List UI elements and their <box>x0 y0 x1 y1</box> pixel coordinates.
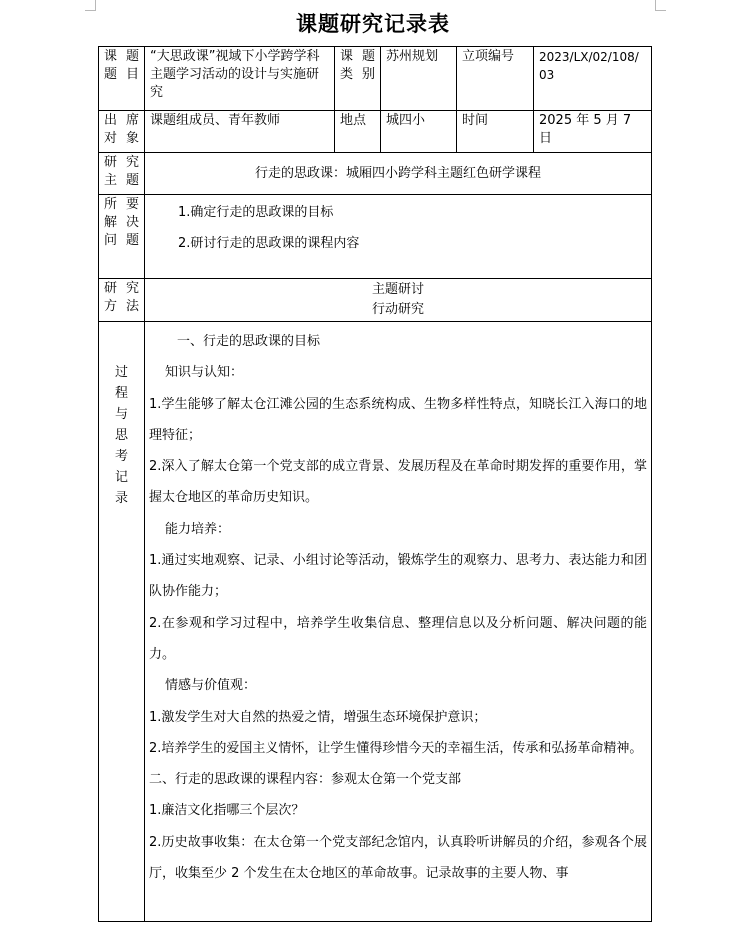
topic-label: 课题题目 <box>99 47 145 111</box>
process-label-char: 过 <box>114 365 128 380</box>
process-line: 2.培养学生的爱国主义情怀，让学生懂得珍惜今天的幸福生活，传承和弘扬革命精神。 <box>149 740 643 756</box>
problem-item: 2.研讨行走的思政课的课程内容 <box>178 236 360 251</box>
record-table <box>98 46 652 922</box>
method-item: 主题研讨 <box>371 282 424 297</box>
topic-value[interactable]: “大思政课”视域下小学跨学科主题学习活动的设计与实施研究 <box>145 47 335 111</box>
process-line: 2.深入了解太仓第一个党支部的成立背景、发展历程及在革命时期发挥的重要作用，掌握太仓地区的革命历史知识。 <box>149 459 647 506</box>
process-label <box>99 322 145 922</box>
process-line: 1.激发学生对大自然的热爱之情，增强生态环境保护意识； <box>149 709 487 725</box>
problem-item: 1.确定行走的思政课的目标 <box>178 205 334 220</box>
process-line: 二、行走的思政课的课程内容：参观太仓第一个党支部 <box>149 772 462 788</box>
row-methods <box>99 279 652 322</box>
process-line: 1.学生能够了解太仓江滩公园的生态系统构成、生物多样性特点，知晓长江入海口的地理特征； <box>149 396 647 443</box>
process-label-char: 与 <box>114 407 128 422</box>
location-value[interactable]: 城四小 <box>381 111 457 153</box>
process-line: 2.历史故事收集：在太仓第一个党支部纪念馆内，认真聆听讲解员的介绍，参观各个展厅，收集至少 2 个发生在太仓地区的革命故事。记录故事的主要人物、事 <box>149 834 647 882</box>
row-topic <box>99 47 652 111</box>
attendance-value[interactable]: 课题组成员、青年教师 <box>145 111 335 153</box>
process-line: 1.廉洁文化指哪三个层次？ <box>149 803 305 819</box>
method-item: 行动研究 <box>371 302 424 317</box>
process-label-char: 思 <box>114 428 128 443</box>
category-label: 课题类别 <box>335 47 381 111</box>
process-content[interactable] <box>145 322 652 922</box>
process-label-char: 记 <box>114 470 128 485</box>
project-no-label: 立项编号 <box>457 47 534 111</box>
problems-value[interactable] <box>145 195 652 279</box>
process-line: 能力培养： <box>165 521 231 537</box>
process-label-char: 录 <box>114 491 128 506</box>
methods-value[interactable] <box>145 279 652 322</box>
location-label: 地点 <box>335 111 381 153</box>
row-attendance <box>99 111 652 153</box>
theme-value[interactable]: 行走的思政课：城厢四小跨学科主题红色研学课程 <box>145 153 652 195</box>
project-no-value[interactable]: 2023/LX/02/108/03 <box>534 47 652 111</box>
category-value[interactable]: 苏州规划 <box>381 47 457 111</box>
time-value[interactable]: 2025 年 5 月 7 日 <box>534 111 652 153</box>
process-line: 2.在参观和学习过程中，培养学生收集信息、整理信息以及分析问题、解决问题的能力。 <box>149 615 647 662</box>
process-line: 情感与价值观： <box>165 678 257 694</box>
process-label-char: 程 <box>114 386 128 401</box>
row-problems <box>99 195 652 279</box>
time-label: 时间 <box>457 111 534 153</box>
process-line: 知识与认知： <box>165 365 244 381</box>
methods-label: 研究方法 <box>99 279 145 322</box>
theme-label: 研究主题 <box>99 153 145 195</box>
process-label-char: 考 <box>114 449 128 464</box>
row-theme <box>99 153 652 195</box>
process-line: 一、行走的思政课的目标 <box>177 334 321 349</box>
attendance-label: 出席对象 <box>99 111 145 153</box>
process-line: 1.通过实地观察、记录、小组讨论等活动，锻炼学生的观察力、思考力、表达能力和团队协作能力； <box>149 553 647 600</box>
page-title: 课题研究记录表 <box>296 11 450 36</box>
row-process <box>99 322 652 922</box>
problems-label: 所要解决问题 <box>99 195 145 279</box>
